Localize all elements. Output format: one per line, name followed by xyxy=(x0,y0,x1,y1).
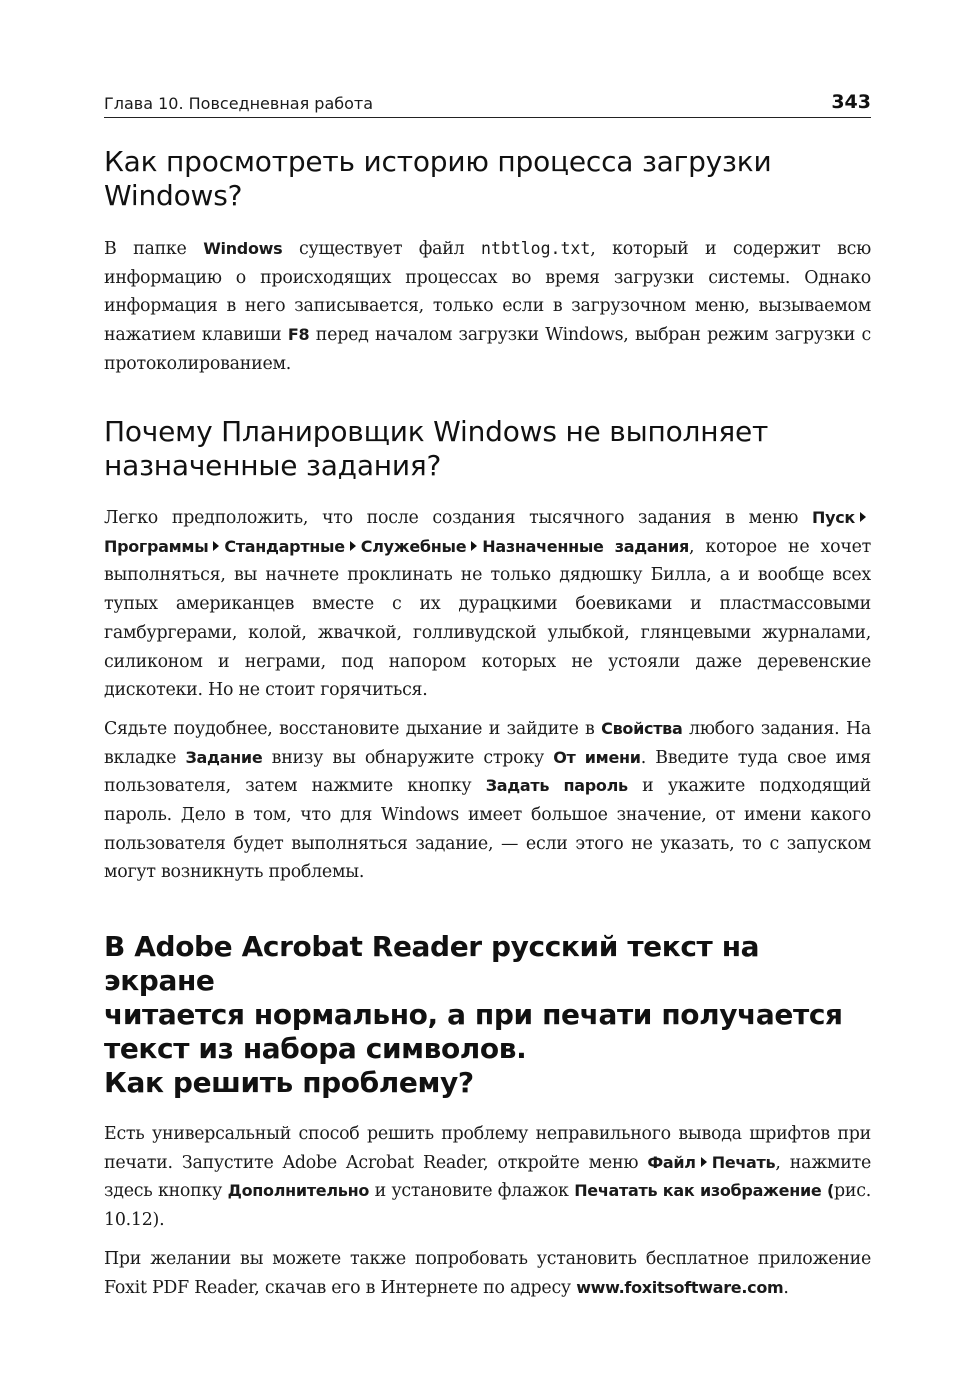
code-filename: ntbtlog.txt xyxy=(481,239,591,258)
heading-line: назначенные задания? xyxy=(104,449,442,482)
bold-term: Свойства xyxy=(601,718,683,738)
bold-term: Задать пароль xyxy=(485,776,628,796)
running-title: Глава 10. Повседневная работа xyxy=(104,94,374,113)
text-run: перед началом загрузки Windows, выбран режим загрузки с протоколированием. xyxy=(104,325,872,374)
bold-term: Windows xyxy=(203,239,283,258)
text-run: При желании вы можете также попробовать установить бесплатное приложение Foxit PDF Reader, скачав его в Интернете по адресу xyxy=(104,1248,871,1298)
menu-path-item: Программы xyxy=(104,536,209,556)
menu-path-item: Печать xyxy=(711,1152,776,1172)
url-text: www.foxitsoftware.com xyxy=(576,1277,784,1297)
bold-term: Задание xyxy=(185,747,263,767)
bold-term: Печатать как изображение ( xyxy=(574,1181,834,1201)
text-run: любого задания. На вкладке xyxy=(104,718,872,768)
menu-arrow-icon xyxy=(860,512,866,522)
text-run: , который и содержит всю информацию о происходящих процессах во время загрузки системы. Однако информация в него записывается, только если в загрузочном меню, вызываемом нажатием клавиши xyxy=(104,239,872,346)
text-run: и укажите подходящий пароль. Дело в том, что для Windows имеет большое значение, от имени какого пользователя будет выполняться задание, — если этого не указать, то с запуском могут возникнуть проблемы. xyxy=(104,776,872,883)
text-run: , которое не хочет выполняться, вы начнете проклинать не только дядюшку Билла, а и вообще всех тупых американцев вместе с их дурацкими боевиками и пластмассовыми гамбургерами, колой, жвачкой, голливудской улыбкой, глянцевыми журналами, силиконом и неграми, под напором которых не устояли даже деревенские дискотеки. Но не стоит горячиться. xyxy=(104,536,871,701)
section-heading xyxy=(104,930,871,1100)
heading-line: Как решить проблему? xyxy=(104,1066,474,1099)
section-acrobat-printing xyxy=(104,930,871,1302)
section-boot-log xyxy=(104,145,871,379)
text-run: Легко предположить, что после создания тысячного задания в меню xyxy=(104,508,813,528)
menu-path-item: Файл xyxy=(647,1152,696,1172)
text-run: внизу вы обнаружите строку xyxy=(262,747,554,768)
heading-line: Windows? xyxy=(104,179,243,212)
paragraph xyxy=(104,1120,871,1235)
heading-line: текст из набора символов. xyxy=(104,1032,527,1065)
paragraph xyxy=(104,235,871,379)
heading-line: Как просмотреть историю процесса загрузки xyxy=(104,145,772,178)
heading-line: Почему Планировщик Windows не выполняет xyxy=(104,415,769,448)
bold-term: От имени xyxy=(553,747,641,767)
heading-line: читается нормально, а при печати получается xyxy=(104,998,843,1031)
bold-term: Дополнительно xyxy=(227,1181,370,1201)
menu-path-item: Стандартные xyxy=(224,536,345,556)
paragraph xyxy=(104,504,871,705)
menu-path-item: Служебные xyxy=(360,536,467,556)
heading-line: В Adobe Acrobat Reader русский текст на экране xyxy=(104,930,760,997)
menu-arrow-icon xyxy=(213,541,219,551)
menu-arrow-icon xyxy=(701,1157,707,1167)
paragraph xyxy=(104,1245,871,1302)
text-run: и установите флажок xyxy=(369,1181,575,1202)
text-run: В папке xyxy=(104,239,204,259)
section-task-scheduler xyxy=(104,415,871,887)
text-run: существует файл xyxy=(282,239,482,259)
menu-path-item: Назначенные задания xyxy=(482,536,689,556)
running-header xyxy=(104,91,871,118)
text-run: Сядьте поудобнее, восстановите дыхание и зайдите в xyxy=(104,718,602,739)
text-run: . xyxy=(783,1277,789,1298)
bold-key: F8 xyxy=(287,325,310,345)
text-run: . Введите туда свое имя пользователя, затем нажмите кнопку xyxy=(104,747,871,797)
text-run: , нажмите здесь кнопку xyxy=(104,1152,871,1202)
menu-arrow-icon xyxy=(350,541,356,551)
section-heading xyxy=(104,145,871,213)
paragraph xyxy=(104,715,871,887)
page-number: 343 xyxy=(831,91,871,113)
text-run: Есть универсальный способ решить проблему неправильного вывода шрифтов при печати. Запустите Adobe Acrobat Reader, откройте меню xyxy=(104,1124,871,1173)
section-heading xyxy=(104,415,871,483)
menu-path-item: Пуск xyxy=(812,508,855,527)
menu-arrow-icon xyxy=(471,541,477,551)
text-run: рис. 10.12). xyxy=(104,1181,871,1231)
